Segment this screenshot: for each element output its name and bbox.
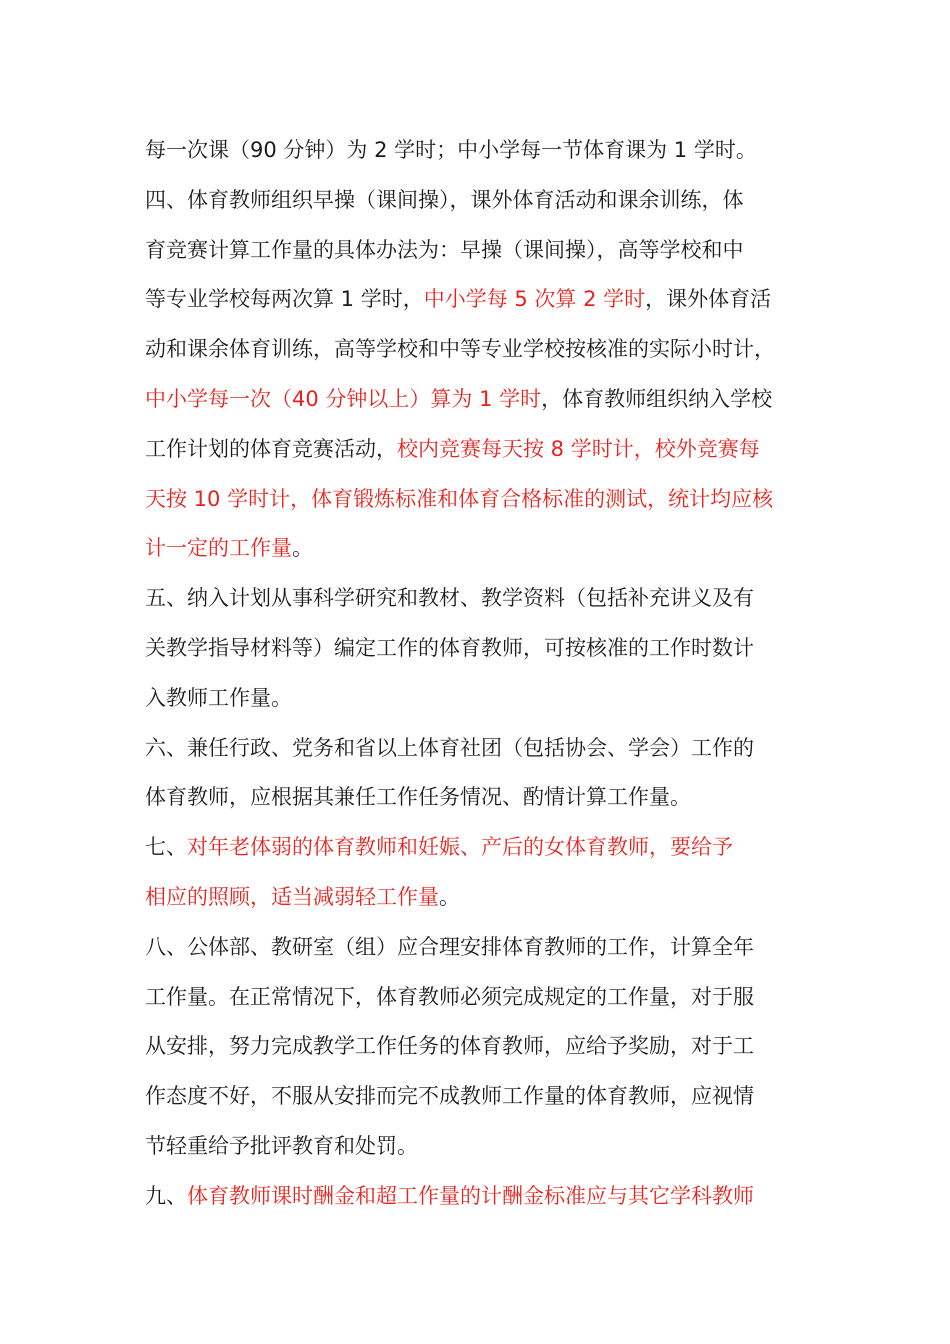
highlighted-text: 相应的照顾，适当减弱轻工作量 (145, 884, 439, 909)
highlighted-text: 校内竞赛每天按 8 学时计，校外竞赛每 (397, 436, 760, 461)
highlighted-text: 中小学每一次（40 分钟以上）算为 1 学时 (145, 386, 542, 411)
body-text: 入教师工作量。 (145, 685, 292, 710)
text-line (145, 1072, 810, 1122)
text-line (145, 574, 810, 624)
body-text: 七、 (145, 835, 187, 860)
text-line (145, 873, 810, 923)
text-line (145, 226, 810, 276)
text-line (145, 325, 810, 375)
body-text: 五、纳入计划从事科学研究和教材、教学资料（包括补充讲义及有 (145, 586, 754, 611)
text-line (145, 923, 810, 973)
text-line (145, 524, 810, 574)
body-text: 动和课余体育训练，高等学校和中等专业学校按核准的实际小时计， (145, 337, 775, 362)
text-line (145, 973, 810, 1023)
text-line (145, 823, 810, 873)
body-text: ，体育教师组织纳入学校 (541, 386, 773, 411)
body-text: 每一次课（90 分钟）为 2 学时；中小学每一节体育课为 1 学时。 (145, 138, 757, 162)
document-body (145, 126, 810, 1222)
highlighted-text: 体育教师课时酬金和超工作量的计酬金标准应与其它学科教师 (187, 1183, 754, 1208)
body-text: 工作计划的体育竞赛活动， (145, 436, 397, 461)
highlighted-text: 中小学每 5 次算 2 学时 (423, 287, 646, 312)
text-line (145, 1022, 810, 1072)
body-text: 四、体育教师组织早操（课间操），课外体育活动和课余训练，体 (145, 187, 744, 212)
body-text: 节轻重给予批评教育和处罚。 (145, 1133, 418, 1158)
highlighted-text: 天按 10 学时计，体育锻炼标准和体育合格标准的测试，统计均应核 (145, 486, 774, 511)
text-line (145, 375, 810, 425)
body-text: 从安排，努力完成教学工作任务的体育教师，应给予奖励，对于工 (145, 1034, 754, 1059)
text-line (145, 275, 810, 325)
body-text: 等专业学校每两次算 1 学时， (145, 287, 424, 312)
body-text: 关教学指导材料等）编定工作的体育教师，可按核准的工作时数计 (145, 635, 754, 660)
text-line (145, 176, 810, 226)
text-line (145, 724, 810, 774)
text-line (145, 1122, 810, 1172)
body-text: 体育教师，应根据其兼任工作任务情况、酌情计算工作量。 (145, 785, 691, 810)
body-text: 作态度不好，不服从安排而完不成教师工作量的体育教师，应视情 (145, 1084, 754, 1109)
body-text: 八、公体部、教研室（组）应合理安排体育教师的工作，计算全年 (145, 934, 754, 959)
body-text: 育竞赛计算工作量的具体办法为：早操（课间操），高等学校和中 (145, 237, 744, 262)
text-line (145, 624, 810, 674)
text-line (145, 773, 810, 823)
body-text: 。 (292, 536, 313, 561)
body-text: ，课外体育活 (645, 287, 772, 312)
text-line (145, 475, 810, 525)
body-text: 工作量。在正常情况下，体育教师必须完成规定的工作量，对于服 (145, 984, 754, 1009)
highlighted-text: 计一定的工作量 (145, 536, 292, 561)
highlighted-text: 对年老体弱的体育教师和妊娠、产后的女体育教师，要给予 (187, 835, 733, 860)
text-line (145, 126, 810, 176)
text-line (145, 425, 810, 475)
body-text: 。 (439, 884, 460, 909)
text-line (145, 1172, 810, 1222)
text-line (145, 674, 810, 724)
body-text: 六、兼任行政、党务和省以上体育社团（包括协会、学会）工作的 (145, 735, 754, 760)
body-text: 九、 (145, 1183, 187, 1208)
